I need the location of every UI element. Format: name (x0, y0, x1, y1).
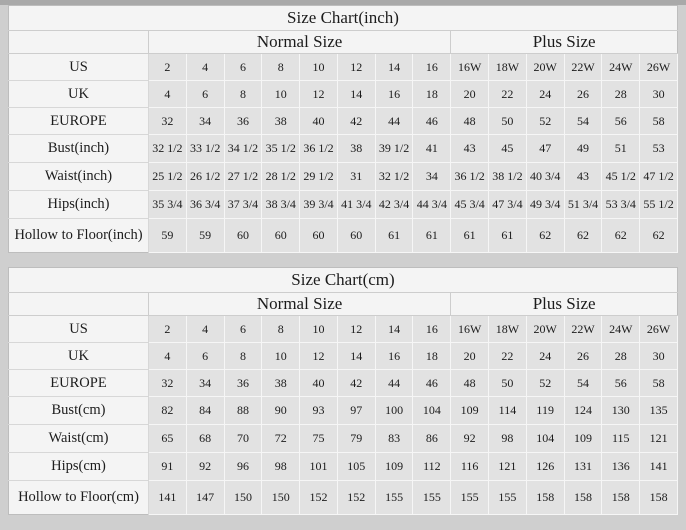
size-chart-inch-body (9, 54, 678, 253)
size-cell: 56 (602, 108, 640, 135)
size-cell: 115 (602, 425, 640, 453)
row-label: EUROPE (9, 108, 149, 135)
table-title-row (9, 6, 678, 31)
size-cell: 98 (489, 425, 527, 453)
size-cell: 26W (640, 54, 678, 81)
size-cell: 56 (602, 370, 640, 397)
size-cell: 65 (149, 425, 187, 453)
size-cell: 90 (262, 397, 300, 425)
table-row (9, 481, 678, 515)
size-cell: 152 (300, 481, 338, 515)
size-cell: 16 (375, 81, 413, 108)
size-cell: 24 (526, 81, 564, 108)
normal-size-header: Normal Size (149, 31, 451, 54)
size-cell: 119 (526, 397, 564, 425)
size-cell: 45 3/4 (451, 191, 489, 219)
size-cell: 30 (640, 81, 678, 108)
size-cell: 79 (337, 425, 375, 453)
size-cell: 14 (375, 54, 413, 81)
size-cell: 22W (564, 54, 602, 81)
size-cell: 44 (375, 370, 413, 397)
size-cell: 44 (375, 108, 413, 135)
size-cell: 130 (602, 397, 640, 425)
size-cell: 59 (149, 219, 187, 253)
size-cell: 82 (149, 397, 187, 425)
size-cell: 6 (224, 54, 262, 81)
size-cell: 49 (564, 135, 602, 163)
size-cell: 155 (451, 481, 489, 515)
size-cell: 40 3/4 (526, 163, 564, 191)
size-cell: 14 (337, 343, 375, 370)
size-cell: 28 (602, 343, 640, 370)
size-cell: 12 (337, 316, 375, 343)
size-cell: 98 (262, 453, 300, 481)
size-cell: 55 1/2 (640, 191, 678, 219)
size-cell: 12 (300, 81, 338, 108)
size-cell: 135 (640, 397, 678, 425)
table-row (9, 219, 678, 253)
table-row (9, 397, 678, 425)
size-cell: 62 (602, 219, 640, 253)
size-cell: 34 (186, 370, 224, 397)
size-cell: 52 (526, 108, 564, 135)
table-row (9, 370, 678, 397)
size-cell: 29 1/2 (300, 163, 338, 191)
size-cell: 58 (640, 370, 678, 397)
size-cell: 97 (337, 397, 375, 425)
size-group-header-row (9, 293, 678, 316)
size-cell: 83 (375, 425, 413, 453)
size-cell: 36 (224, 108, 262, 135)
size-cell: 12 (337, 54, 375, 81)
size-cell: 38 (262, 108, 300, 135)
size-cell: 109 (451, 397, 489, 425)
size-cell: 20W (526, 54, 564, 81)
size-cell: 8 (224, 343, 262, 370)
size-cell: 18 (413, 343, 451, 370)
size-cell: 152 (337, 481, 375, 515)
size-cell: 16W (451, 316, 489, 343)
size-cell: 28 (602, 81, 640, 108)
size-cell: 26W (640, 316, 678, 343)
size-cell: 60 (224, 219, 262, 253)
size-cell: 31 (337, 163, 375, 191)
size-cell: 4 (186, 316, 224, 343)
size-cell: 121 (489, 453, 527, 481)
size-cell: 60 (300, 219, 338, 253)
size-cell: 141 (640, 453, 678, 481)
plus-size-header: Plus Size (451, 293, 678, 316)
size-cell: 20W (526, 316, 564, 343)
size-cell: 50 (489, 370, 527, 397)
size-cell: 38 1/2 (489, 163, 527, 191)
size-cell: 61 (451, 219, 489, 253)
size-cell: 8 (262, 54, 300, 81)
size-cell: 38 (337, 135, 375, 163)
size-cell: 46 (413, 370, 451, 397)
size-cell: 70 (224, 425, 262, 453)
size-cell: 61 (413, 219, 451, 253)
size-cell: 34 (413, 163, 451, 191)
size-cell: 54 (564, 108, 602, 135)
size-cell: 51 3/4 (564, 191, 602, 219)
size-group-header-row (9, 31, 678, 54)
size-cell: 121 (640, 425, 678, 453)
size-cell: 158 (602, 481, 640, 515)
size-cell: 14 (375, 316, 413, 343)
size-cell: 18 (413, 81, 451, 108)
size-cell: 92 (186, 453, 224, 481)
size-cell: 16 (375, 343, 413, 370)
size-cell: 62 (640, 219, 678, 253)
size-cell: 62 (564, 219, 602, 253)
size-cell: 116 (451, 453, 489, 481)
size-cell: 28 1/2 (262, 163, 300, 191)
size-cell: 10 (300, 54, 338, 81)
size-cell: 105 (337, 453, 375, 481)
size-cell: 42 3/4 (375, 191, 413, 219)
size-cell: 32 (149, 370, 187, 397)
size-cell: 47 3/4 (489, 191, 527, 219)
size-cell: 104 (526, 425, 564, 453)
size-cell: 22 (489, 343, 527, 370)
size-cell: 93 (300, 397, 338, 425)
size-cell: 39 1/2 (375, 135, 413, 163)
table-row (9, 191, 678, 219)
size-cell: 68 (186, 425, 224, 453)
size-chart-cm-body (9, 316, 678, 515)
size-cell: 45 1/2 (602, 163, 640, 191)
table-row (9, 343, 678, 370)
size-cell: 26 1/2 (186, 163, 224, 191)
size-cell: 58 (640, 108, 678, 135)
size-cell: 53 3/4 (602, 191, 640, 219)
table-row (9, 453, 678, 481)
row-label: US (9, 316, 149, 343)
size-cell: 43 (451, 135, 489, 163)
size-cell: 155 (413, 481, 451, 515)
row-label: EUROPE (9, 370, 149, 397)
row-label: UK (9, 343, 149, 370)
plus-size-header: Plus Size (451, 31, 678, 54)
row-label: US (9, 54, 149, 81)
size-cell: 46 (413, 108, 451, 135)
size-cell: 52 (526, 370, 564, 397)
size-cell: 36 (224, 370, 262, 397)
size-cell: 48 (451, 370, 489, 397)
size-cell: 54 (564, 370, 602, 397)
size-cell: 43 (564, 163, 602, 191)
size-cell: 24W (602, 316, 640, 343)
size-cell: 32 1/2 (149, 135, 187, 163)
size-cell: 158 (640, 481, 678, 515)
size-cell: 4 (186, 54, 224, 81)
table-title: Size Chart(cm) (9, 268, 678, 293)
row-label: Hips(inch) (9, 191, 149, 219)
normal-size-header: Normal Size (149, 293, 451, 316)
size-chart-cm-table (8, 267, 678, 515)
size-cell: 44 3/4 (413, 191, 451, 219)
size-cell: 155 (375, 481, 413, 515)
size-cell: 16 (413, 54, 451, 81)
size-cell: 8 (224, 81, 262, 108)
size-cell: 131 (564, 453, 602, 481)
size-cell: 109 (564, 425, 602, 453)
size-cell: 18W (489, 316, 527, 343)
row-label: Waist(cm) (9, 425, 149, 453)
size-cell: 150 (262, 481, 300, 515)
size-cell: 104 (413, 397, 451, 425)
size-cell: 14 (337, 81, 375, 108)
table-row (9, 81, 678, 108)
table-row (9, 54, 678, 81)
size-chart-inch-table (8, 5, 678, 253)
size-cell: 96 (224, 453, 262, 481)
size-cell: 36 1/2 (300, 135, 338, 163)
size-cell: 147 (186, 481, 224, 515)
size-cell: 49 3/4 (526, 191, 564, 219)
size-cell: 61 (489, 219, 527, 253)
size-cell: 47 (526, 135, 564, 163)
row-label: Bust(inch) (9, 135, 149, 163)
size-cell: 25 1/2 (149, 163, 187, 191)
size-cell: 41 (413, 135, 451, 163)
size-cell: 4 (149, 81, 187, 108)
row-label: Hollow to Floor(cm) (9, 481, 149, 515)
size-cell: 26 (564, 343, 602, 370)
size-cell: 24 (526, 343, 564, 370)
size-cell: 12 (300, 343, 338, 370)
size-cell: 6 (224, 316, 262, 343)
size-cell: 38 (262, 370, 300, 397)
size-cell: 2 (149, 54, 187, 81)
size-cell: 101 (300, 453, 338, 481)
size-cell: 27 1/2 (224, 163, 262, 191)
size-cell: 35 1/2 (262, 135, 300, 163)
size-cell: 40 (300, 108, 338, 135)
size-cell: 10 (262, 343, 300, 370)
row-label: Waist(inch) (9, 163, 149, 191)
size-cell: 2 (149, 316, 187, 343)
size-cell: 100 (375, 397, 413, 425)
size-cell: 124 (564, 397, 602, 425)
size-cell: 8 (262, 316, 300, 343)
row-label: UK (9, 81, 149, 108)
size-cell: 72 (262, 425, 300, 453)
size-cell: 36 1/2 (451, 163, 489, 191)
size-cell: 60 (262, 219, 300, 253)
size-cell: 20 (451, 343, 489, 370)
size-cell: 50 (489, 108, 527, 135)
size-cell: 86 (413, 425, 451, 453)
size-cell: 84 (186, 397, 224, 425)
size-cell: 91 (149, 453, 187, 481)
size-cell: 158 (526, 481, 564, 515)
size-cell: 37 3/4 (224, 191, 262, 219)
size-cell: 33 1/2 (186, 135, 224, 163)
table-row (9, 135, 678, 163)
size-cell: 10 (300, 316, 338, 343)
size-cell: 45 (489, 135, 527, 163)
size-cell: 36 3/4 (186, 191, 224, 219)
size-cell: 41 3/4 (337, 191, 375, 219)
table-row (9, 108, 678, 135)
size-cell: 34 1/2 (224, 135, 262, 163)
size-cell: 62 (526, 219, 564, 253)
size-cell: 114 (489, 397, 527, 425)
size-cell: 59 (186, 219, 224, 253)
size-cell: 126 (526, 453, 564, 481)
table-row (9, 425, 678, 453)
size-cell: 141 (149, 481, 187, 515)
size-cell: 48 (451, 108, 489, 135)
size-cell: 16 (413, 316, 451, 343)
size-cell: 53 (640, 135, 678, 163)
size-cell: 47 1/2 (640, 163, 678, 191)
size-cell: 22 (489, 81, 527, 108)
size-cell: 24W (602, 54, 640, 81)
size-cell: 158 (564, 481, 602, 515)
size-cell: 109 (375, 453, 413, 481)
size-cell: 136 (602, 453, 640, 481)
size-cell: 32 (149, 108, 187, 135)
size-cell: 16W (451, 54, 489, 81)
size-cell: 6 (186, 343, 224, 370)
size-cell: 51 (602, 135, 640, 163)
size-cell: 88 (224, 397, 262, 425)
size-cell: 18W (489, 54, 527, 81)
size-cell: 35 3/4 (149, 191, 187, 219)
size-cell: 30 (640, 343, 678, 370)
table-row (9, 316, 678, 343)
label-column-spacer (9, 293, 149, 316)
row-label: Hips(cm) (9, 453, 149, 481)
size-cell: 42 (337, 108, 375, 135)
table-title-row (9, 268, 678, 293)
size-cell: 92 (451, 425, 489, 453)
size-cell: 22W (564, 316, 602, 343)
size-cell: 112 (413, 453, 451, 481)
size-cell: 61 (375, 219, 413, 253)
size-cell: 75 (300, 425, 338, 453)
row-label: Bust(cm) (9, 397, 149, 425)
size-cell: 155 (489, 481, 527, 515)
size-cell: 150 (224, 481, 262, 515)
size-cell: 10 (262, 81, 300, 108)
label-column-spacer (9, 31, 149, 54)
size-cell: 38 3/4 (262, 191, 300, 219)
table-title: Size Chart(inch) (9, 6, 678, 31)
size-cell: 40 (300, 370, 338, 397)
row-label: Hollow to Floor(inch) (9, 219, 149, 253)
size-cell: 26 (564, 81, 602, 108)
size-cell: 39 3/4 (300, 191, 338, 219)
size-cell: 60 (337, 219, 375, 253)
size-cell: 32 1/2 (375, 163, 413, 191)
size-cell: 6 (186, 81, 224, 108)
table-row (9, 163, 678, 191)
size-cell: 4 (149, 343, 187, 370)
size-cell: 34 (186, 108, 224, 135)
size-cell: 42 (337, 370, 375, 397)
size-cell: 20 (451, 81, 489, 108)
